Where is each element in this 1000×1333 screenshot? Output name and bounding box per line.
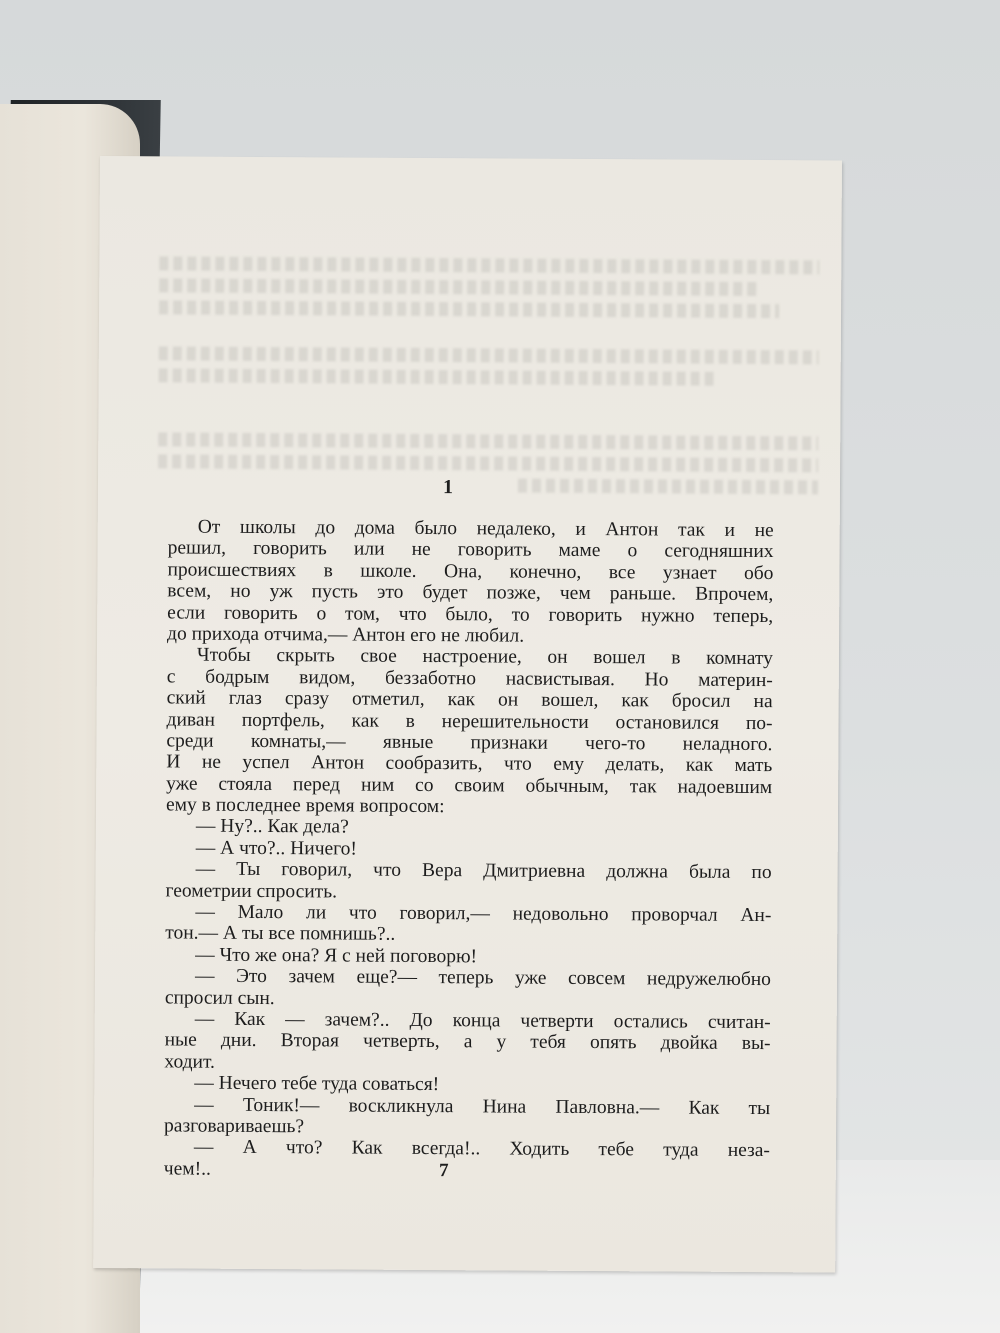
text-line: ные дни. Вторая четверть, а у тебя опять двойка вы-	[164, 1029, 771, 1055]
text-line: всем, но уж пусть это будет позже, чем раньше. Впрочем,	[167, 580, 774, 606]
page-number: 7	[438, 1160, 449, 1182]
body-text	[164, 516, 774, 1183]
text-line: От школы до дома было недалеко, и Антон так и не	[197, 516, 774, 542]
text-line: геометрии спросить.	[165, 880, 338, 903]
text-line: диван портфель, как в нерешительности остановился по-	[166, 708, 773, 734]
text-line: — Ты говорил, что Вера Дмитриевна должна была по	[195, 858, 772, 884]
text-line: И не успел Антон сообразить, что ему делать, как мать	[166, 751, 773, 777]
text-line: — Что же она? Я с ней поговорю!	[195, 944, 478, 968]
text-line: уже стояла перед ним со своим обычным, так надоевшим	[166, 773, 773, 798]
text-line: ходит.	[164, 1051, 216, 1073]
chapter-number: 1	[442, 476, 454, 499]
text-line: среди комнаты,— явные признаки чего-то неладного.	[166, 730, 773, 756]
show-through-text	[159, 300, 779, 318]
text-line: — Мало ли что говорил,— недовольно проворчал Ан-	[195, 901, 772, 927]
text-line: — Как — зачем?.. До конца четверти остались считан-	[194, 1008, 771, 1034]
show-through-text	[159, 256, 819, 274]
show-through-text	[158, 454, 818, 472]
text-line: с бодрым видом, беззаботно насвистывая. Но материн-	[166, 666, 773, 691]
text-line: спросил сын.	[164, 987, 275, 1009]
show-through-text	[159, 346, 819, 364]
text-line: решил, говорить или не говорить маме о сегодняшних	[167, 537, 774, 563]
show-through-text	[159, 278, 759, 296]
text-line: — Нечего тебе туда соваться!	[194, 1072, 440, 1096]
text-line: до прихода отчима,— Антон его не любил.	[167, 623, 525, 647]
text-line: происшествиях в школе. Она, конечно, все узнает обо	[167, 559, 774, 584]
text-line: — Ну?.. Как дела?	[195, 816, 349, 839]
text-line: ский глаз сразу отметил, как он вошел, как бросил на	[166, 687, 773, 713]
show-through-text	[158, 432, 818, 450]
text-line: ему в последнее время вопросом:	[165, 794, 445, 818]
text-line: — А что? Как всегда!.. Ходить тебе туда неза-	[193, 1136, 770, 1162]
book-page	[93, 156, 842, 1273]
text-line: Чтобы скрыть свое настроение, он вошел в комнату	[196, 644, 774, 670]
text-line: — А что?.. Ничего!	[195, 837, 358, 860]
text-line: тон.— А ты все помнишь?..	[165, 922, 396, 946]
text-line: — Тоник!— воскликнула Нина Павловна.— Как ты	[194, 1094, 771, 1119]
text-line: если говорить о том, что было, то говорить нужно теперь,	[167, 601, 774, 627]
text-line: разговариваешь?	[164, 1115, 305, 1138]
text-line: — Это зачем еще?— теперь уже совсем недружелюбно	[194, 965, 772, 991]
text-line: чем!..	[163, 1158, 211, 1180]
show-through-text	[159, 368, 719, 385]
